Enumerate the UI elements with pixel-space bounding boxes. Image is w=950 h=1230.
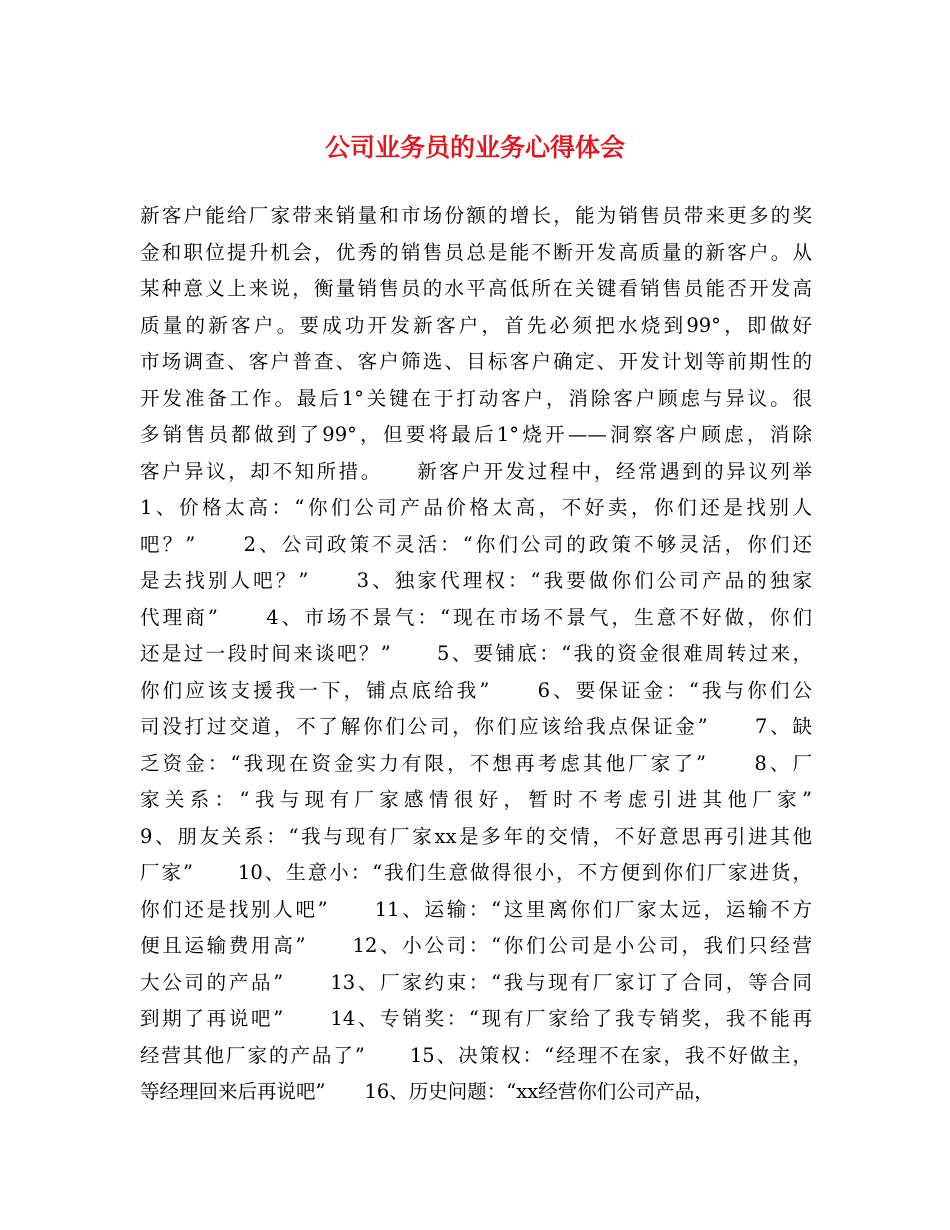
text-line: 1、价格太高：“你们公司产品价格太高，不好卖，你们还是找别人 [140,496,812,519]
text-line: 9、朋友关系：“我与现有厂家xx是多年的交情，不好意思再引进其他 [140,824,812,848]
text-line: 便且运输费用高” 12、小公司：“你们公司是小公司，我们只经营 [140,934,812,957]
text-line: 吧？” 2、公司政策不灵活：“你们公司的政策不够灵活，你们还 [140,532,812,556]
text-line: 金和职位提升机会，优秀的销售员总是能不断开发高质量的新客户。从 [140,240,812,264]
text-line: 乏资金：“我现在资金实力有限，不想再考虑其他厂家了” 8、厂 [140,751,812,775]
text-line: 经营其他厂家的产品了” 15、决策权：“经理不在家，我不好做主， [140,1043,812,1067]
text-line: 开发准备工作。最后1°关键在于打动客户，消除客户顾虑与异议。很 [140,386,812,410]
text-line: 等经理回来后再说吧” 16、历史问题：“xx经营你们公司产品， [140,1080,714,1103]
document-body [140,198,812,1111]
page-title: 公司业务员的业务心得体会 [324,133,625,162]
text-line: 质量的新客户。要成功开发新客户，首先必须把水烧到99°，即做好 [140,313,812,337]
text-line: 是去找别人吧？” 3、独家代理权：“我要做你们公司产品的独家 [140,569,812,592]
text-line: 家关系：“我与现有厂家感情很好，暂时不考虑引进其他厂家” [140,788,812,811]
text-line: 代理商” 4、市场不景气：“现在市场不景气，生意不好做，你们 [140,605,812,629]
text-line: 厂家” 10、生意小：“我们生意做得很小，不方便到你们厂家进货， [140,861,812,884]
text-line: 市场调查、客户普查、客户筛选、目标客户确定、开发计划等前期性的 [140,350,812,373]
text-line: 多销售员都做到了99°，但要将最后1°烧开——洞察客户顾虑，消除 [140,423,812,446]
text-line: 客户异议，却不知所措。 新客户开发过程中，经常遇到的异议列举 [140,459,812,483]
text-line: 你们应该支援我一下，铺点底给我” 6、要保证金：“我与你们公 [140,678,812,702]
text-line: 某种意义上来说，衡量销售员的水平高低所在关键看销售员能否开发高 [140,277,812,300]
text-line: 你们还是找别人吧” 11、运输：“这里离你们厂家太远，运输不方 [140,897,812,921]
text-line: 大公司的产品” 13、厂家约束：“我与现有厂家订了合同，等合同 [140,970,812,994]
text-line: 新客户能给厂家带来销量和市场份额的增长，能为销售员带来更多的奖 [140,204,812,227]
text-line: 还是过一段时间来谈吧？” 5、要铺底：“我的资金很难周转过来， [140,642,812,665]
text-line: 到期了再说吧” 14、专销奖：“现有厂家给了我专销奖，我不能再 [140,1007,812,1030]
text-line: 司没打过交道，不了解你们公司，你们应该给我点保证金” 7、缺 [140,715,812,738]
